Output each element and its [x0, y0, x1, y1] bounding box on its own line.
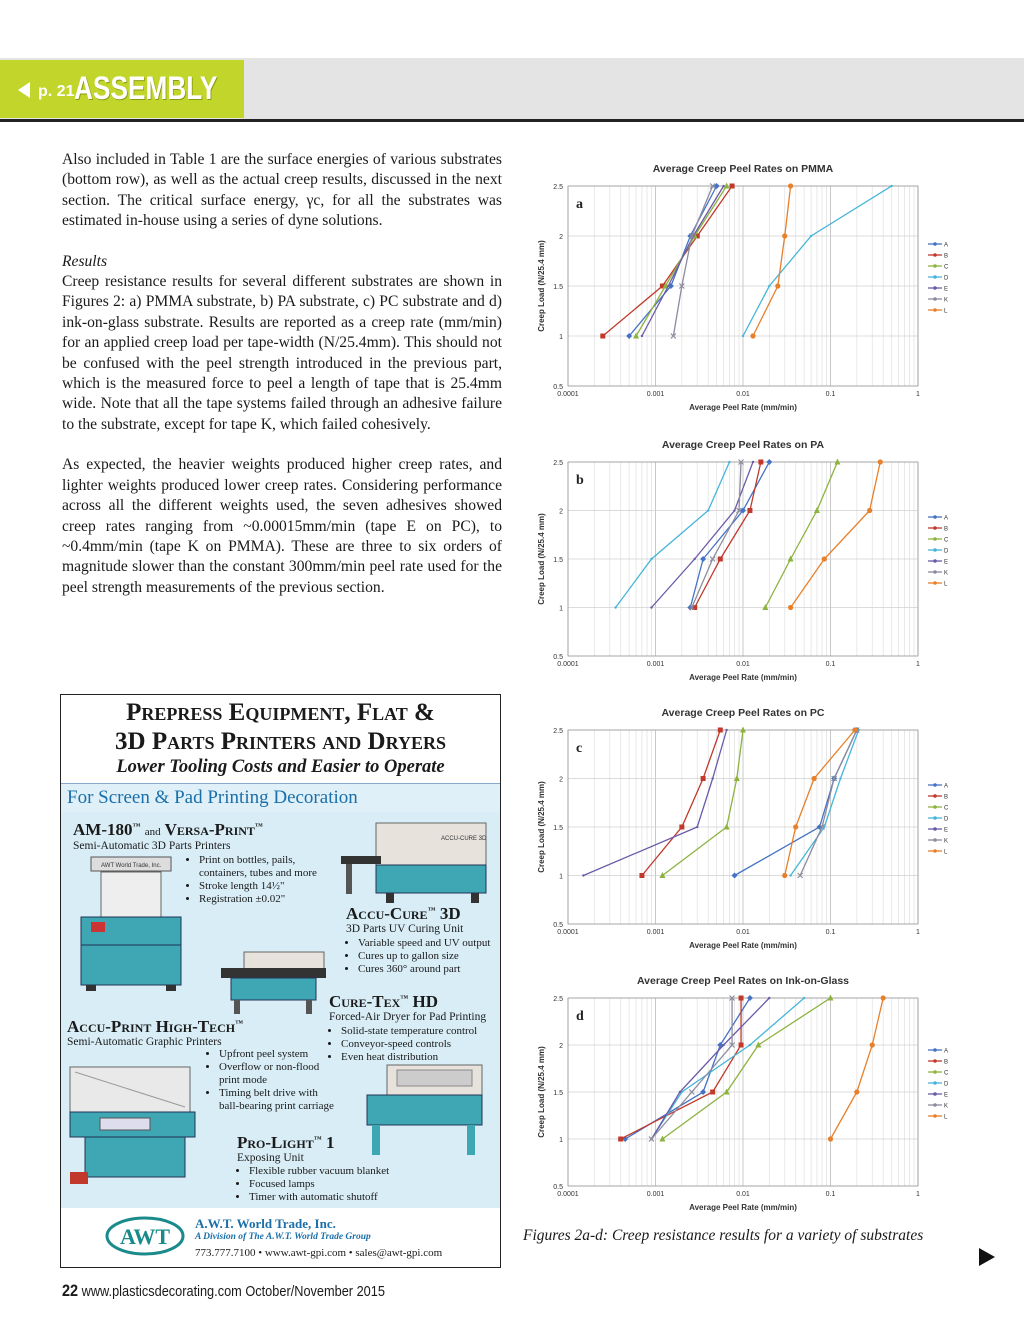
data-point-B — [718, 728, 723, 733]
data-point-A — [766, 459, 772, 465]
paragraph-3: As expected, the heavier weights produced higher creep rates, and lighter weights produced lower creep rates. Considering performance across all the different weights used, the seven adhesives showed creep rates ranging from ~0.00015mm/min (tape E on PC), to ~0.4mm/min (tape K on PMMA). These are three to six orders of magnitude slower than the constant 300mm/min peel rate used for the peel strength measurements of the previous section. — [62, 456, 502, 596]
y-tick-label: 2 — [559, 508, 563, 516]
legend-label-K: K — [944, 570, 949, 577]
curetex-features: • Solid-state temperature control • Conveyor-speed controls • Even heat distribution — [329, 1025, 501, 1064]
curetex-title: Cure-Tex™ HD — [329, 992, 439, 1011]
next-page-arrow-icon[interactable] — [979, 1248, 995, 1266]
am180-title: AM-180™ and Versa-Print™ — [73, 820, 263, 839]
y-tick-label: 1.5 — [553, 1090, 563, 1097]
legend-marker-A — [933, 783, 937, 787]
chart-pmma — [534, 158, 954, 420]
ad-title-line-1: Prepress Equipment, Flat & — [126, 699, 435, 726]
x-tick-label: 0.0001 — [557, 1191, 579, 1198]
legend-marker-L — [933, 308, 937, 312]
data-point-D — [650, 558, 652, 560]
chart-title: Average Creep Peel Rates on PC — [661, 707, 825, 719]
data-point-E — [641, 335, 643, 337]
y-axis-label: Creep Load (N/25.4 mm) — [537, 781, 546, 873]
awt-logo — [105, 1216, 185, 1256]
footer-issue: October/November 2015 — [245, 1283, 385, 1300]
y-tick-label: 2 — [559, 1043, 563, 1050]
chart-ink-on-glass — [534, 970, 954, 1220]
data-point-D — [789, 874, 791, 876]
data-point-L — [878, 459, 883, 464]
data-point-E — [752, 461, 754, 463]
legend-marker-K — [933, 838, 937, 842]
previous-page-ref[interactable]: p. 21 — [38, 83, 75, 100]
legend-label-A: A — [944, 515, 949, 522]
y-tick-label: 2.5 — [553, 996, 563, 1003]
y-tick-label: 1 — [559, 605, 563, 613]
data-point-E — [768, 997, 770, 999]
legend-marker-B — [933, 794, 937, 798]
y-tick-label: 0.5 — [553, 654, 563, 661]
x-axis-label: Average Peel Rate (mm/min) — [689, 1203, 797, 1212]
legend-label-B: B — [944, 794, 949, 801]
legend-label-K: K — [944, 1103, 949, 1110]
ad-footer — [61, 1208, 500, 1268]
y-tick-label: 1.5 — [553, 825, 563, 832]
chart-panel-letter: a — [576, 197, 583, 212]
y-tick-label: 1 — [559, 1137, 563, 1144]
data-point-L — [782, 873, 787, 878]
data-point-L — [822, 556, 827, 561]
chart-panel-letter: c — [576, 741, 583, 756]
footer-site[interactable]: www.plasticsdecorating.com — [81, 1283, 242, 1300]
am180-machine-image — [71, 852, 189, 992]
series-line-E — [583, 730, 726, 876]
data-point-L — [782, 233, 787, 238]
x-tick-label: 0.001 — [646, 929, 665, 936]
prolight-machine-image — [357, 1060, 487, 1160]
chart-title: Average Creep Peel Rates on PA — [661, 439, 825, 451]
data-point-B — [701, 776, 706, 781]
legend-label-A: A — [944, 1048, 949, 1055]
legend-label-B: B — [944, 1059, 949, 1066]
data-point-C — [724, 824, 730, 830]
prolight-features: • Flexible rubber vacuum blanket • Focused lamps • Timer with automatic shutoff — [237, 1165, 489, 1204]
back-arrow-icon[interactable] — [18, 82, 30, 98]
paragraph-2: Creep resistance results for several different substrates are shown in Figures 2: a) PMMA substrate, b) PA substrate, c) PC substrate and d) ink-on-glass substrate. Results are reported as a creep rate (mm/min) for an applied creep load per tape-width (N/25.4mm). This should not be confused with the peel strength introduced in the previous part, which is the measured force to peel a length of tape that is 25.4mm wide. Note that all the tape systems failed through an adhesive failure to the substrate, except for tape K, which failed cohesively. — [62, 273, 502, 433]
ad-product-panel — [61, 812, 500, 1208]
ad-title-line-2: 3D Parts Printers and Dryers — [115, 728, 446, 755]
data-point-L — [881, 995, 886, 1000]
legend-label-E: E — [944, 1092, 949, 1099]
x-tick-label: 1 — [916, 1191, 920, 1198]
y-tick-label: 0.5 — [553, 1184, 563, 1191]
data-point-D — [614, 606, 616, 608]
legend-label-L: L — [944, 308, 948, 315]
accuprint-machine-image — [65, 1062, 205, 1187]
data-point-E — [711, 777, 713, 779]
legend-marker-D — [933, 275, 937, 279]
legend-marker-E — [933, 559, 937, 563]
company-name: A.W.T. World Trade, Inc. — [195, 1216, 336, 1231]
data-point-B — [679, 825, 684, 830]
data-point-L — [788, 183, 793, 188]
chart-panel-letter: d — [576, 1009, 584, 1024]
page-number: 22 — [62, 1281, 79, 1300]
data-point-E — [722, 185, 724, 187]
svg-text:AWT: AWT — [119, 1224, 171, 1249]
data-point-B — [747, 508, 752, 513]
legend-marker-E — [933, 286, 937, 290]
chart-pa — [534, 434, 954, 690]
series-line-B — [621, 998, 741, 1139]
article-column — [62, 150, 502, 598]
chart-pc — [534, 702, 954, 958]
data-point-E — [733, 509, 735, 511]
data-point-C — [659, 872, 665, 878]
data-point-B — [600, 334, 605, 339]
data-point-B — [718, 557, 723, 562]
x-tick-label: 0.01 — [736, 391, 750, 398]
legend-marker-K — [933, 570, 937, 574]
x-tick-label: 0.001 — [646, 391, 665, 398]
data-point-D — [803, 997, 805, 999]
data-point-L — [854, 1089, 859, 1094]
legend-label-L: L — [944, 581, 948, 588]
x-tick-label: 0.0001 — [557, 929, 579, 936]
series-line-C — [662, 998, 830, 1139]
data-point-E — [667, 285, 669, 287]
legend-marker-C — [933, 805, 937, 809]
data-point-B — [618, 1137, 623, 1142]
y-tick-label: 1 — [559, 334, 563, 341]
series-line-D — [651, 998, 804, 1139]
ad-for-text: For Screen & Pad Printing Decoration — [67, 787, 358, 808]
legend-label-C: C — [944, 264, 949, 271]
data-point-L — [788, 605, 793, 610]
data-point-B — [710, 1090, 715, 1095]
data-point-B — [730, 184, 735, 189]
x-tick-label: 1 — [916, 929, 920, 936]
legend-marker-D — [933, 548, 937, 552]
accucure-desc: 3D Parts UV Curing Unit — [346, 923, 464, 935]
data-point-C — [828, 995, 834, 1001]
legend-label-E: E — [944, 559, 949, 566]
ad-for-banner — [61, 783, 500, 812]
data-point-D — [707, 509, 709, 511]
y-tick-label: 1 — [559, 873, 563, 881]
legend-label-K: K — [944, 838, 949, 845]
data-point-D — [749, 1044, 751, 1046]
y-tick-label: 2.5 — [553, 728, 563, 735]
data-point-L — [812, 776, 817, 781]
data-point-L — [870, 1042, 875, 1047]
legend-marker-A — [933, 515, 937, 519]
data-point-E — [582, 874, 584, 876]
data-point-E — [679, 1091, 681, 1093]
y-tick-label: 0.5 — [553, 384, 563, 391]
data-point-C — [834, 459, 840, 465]
y-tick-label: 2 — [559, 234, 563, 241]
legend-marker-E — [933, 827, 937, 831]
data-point-D — [810, 235, 812, 237]
header-rule — [0, 119, 1024, 122]
data-point-C — [659, 1136, 665, 1142]
legend-label-A: A — [944, 783, 949, 790]
x-tick-label: 1 — [916, 661, 920, 668]
data-point-C — [755, 1042, 761, 1048]
series-line-D — [616, 462, 730, 608]
legend-marker-C — [933, 537, 937, 541]
series-line-C — [662, 730, 743, 876]
series-line-D — [791, 730, 859, 876]
legend-marker-E — [933, 1092, 937, 1096]
paragraph-1: Also included in Table 1 are the surface energies of various substrates (bottom row), as well as the actual creep results, discussed in the next section. The critical surface energy, γc, for all the substrates was estimated in-house using a series of dyne solutions. — [62, 151, 502, 230]
section-title: ASSEMBLY — [74, 70, 218, 106]
curetex-machine-image — [216, 948, 328, 1018]
legend-label-C: C — [944, 805, 949, 812]
legend-label-E: E — [944, 286, 949, 293]
y-tick-label: 0.5 — [553, 922, 563, 929]
legend-label-D: D — [944, 548, 949, 555]
x-tick-label: 0.0001 — [557, 391, 579, 398]
legend-marker-K — [933, 1103, 937, 1107]
data-point-E — [693, 558, 695, 560]
company-division: A Division of The A.W.T. World Trade Group — [195, 1232, 371, 1242]
x-tick-label: 0.0001 — [557, 661, 579, 668]
legend-label-K: K — [944, 297, 949, 304]
legend-marker-C — [933, 264, 937, 268]
y-tick-label: 2.5 — [553, 460, 563, 467]
legend-label-D: D — [944, 275, 949, 282]
data-point-L — [867, 508, 872, 513]
data-point-L — [793, 824, 798, 829]
legend-label-B: B — [944, 253, 949, 260]
data-point-L — [828, 1136, 833, 1141]
data-point-D — [728, 461, 730, 463]
curetex-desc: Forced-Air Dryer for Pad Printing — [329, 1011, 487, 1023]
company-contact[interactable]: 773.777.7100 • www.awt-gpi.com • sales@awt-gpi.com — [195, 1247, 443, 1259]
svg-text:ACCU-CURE 3D: ACCU-CURE 3D — [441, 836, 487, 842]
accuprint-title: Accu-Print High-Tech™ — [67, 1017, 244, 1036]
legend-marker-A — [933, 1048, 937, 1052]
legend-marker-B — [933, 253, 937, 257]
y-tick-label: 1.5 — [553, 284, 563, 291]
x-axis-label: Average Peel Rate (mm/min) — [689, 673, 797, 682]
series-line-E — [651, 462, 752, 608]
y-tick-label: 2.5 — [553, 184, 563, 191]
series-line-A — [625, 998, 750, 1139]
ad-subtitle: Lower Tooling Costs and Easier to Operate — [116, 757, 445, 777]
x-tick-label: 0.01 — [736, 929, 750, 936]
legend-label-L: L — [944, 849, 948, 856]
x-tick-label: 0.01 — [736, 661, 750, 668]
chart-panel-letter: b — [576, 473, 584, 488]
legend-marker-L — [933, 581, 937, 585]
data-point-A — [700, 1089, 706, 1095]
legend-label-B: B — [944, 526, 949, 533]
legend-label-D: D — [944, 1081, 949, 1088]
y-axis-label: Creep Load (N/25.4 mm) — [537, 1046, 546, 1138]
data-point-A — [732, 873, 738, 879]
data-point-B — [739, 996, 744, 1001]
accucure-title: Accu-Cure™ 3D — [346, 904, 461, 923]
prolight-desc: Exposing Unit — [237, 1152, 304, 1164]
series-line-E — [642, 186, 724, 336]
legend-label-C: C — [944, 1070, 949, 1077]
x-tick-label: 0.001 — [646, 1191, 665, 1198]
legend-marker-C — [933, 1070, 937, 1074]
awt-advertisement[interactable] — [60, 694, 501, 1268]
y-axis-label: Creep Load (N/25.4 mm) — [537, 513, 546, 605]
y-tick-label: 1.5 — [553, 557, 563, 564]
legend-marker-L — [933, 1114, 937, 1118]
data-point-E — [650, 606, 652, 608]
legend-marker-B — [933, 526, 937, 530]
x-tick-label: 0.001 — [646, 661, 665, 668]
am180-desc: Semi-Automatic 3D Parts Printers — [73, 840, 231, 852]
data-point-D — [890, 185, 892, 187]
data-point-E — [696, 826, 698, 828]
data-point-D — [768, 285, 770, 287]
legend-marker-D — [933, 816, 937, 820]
x-tick-label: 0.1 — [825, 661, 836, 668]
data-point-L — [775, 283, 780, 288]
x-tick-label: 0.01 — [736, 1191, 750, 1198]
chart-title: Average Creep Peel Rates on PMMA — [652, 163, 834, 175]
data-point-C — [740, 727, 746, 733]
data-point-E — [722, 1044, 724, 1046]
legend-marker-L — [933, 849, 937, 853]
series-line-B — [695, 462, 761, 608]
legend-label-E: E — [944, 827, 949, 834]
legend-label-L: L — [944, 1114, 948, 1121]
series-line-L — [785, 730, 855, 876]
y-tick-label: 2 — [559, 776, 563, 784]
accucure-features: • Variable speed and UV output • Cures up to gallon size • Cures 360° around part — [346, 937, 501, 976]
data-point-D — [839, 777, 841, 779]
svg-text:AWT World Trade, Inc.: AWT World Trade, Inc. — [101, 863, 162, 869]
series-line-K — [800, 730, 857, 876]
data-point-L — [750, 333, 755, 338]
data-point-A — [747, 995, 753, 1001]
accuprint-features: • Upfront peel system • Overflow or non-flood print mode • Timing belt drive with ball-bearing print carriage — [207, 1048, 339, 1113]
x-axis-label: Average Peel Rate (mm/min) — [689, 941, 797, 950]
page-footer — [62, 1281, 385, 1301]
accuprint-desc: Semi-Automatic Graphic Printers — [67, 1036, 222, 1048]
data-point-D — [742, 335, 744, 337]
data-point-L — [852, 727, 857, 732]
legend-marker-D — [933, 1081, 937, 1085]
results-heading: Results — [62, 252, 108, 270]
data-point-C — [814, 507, 820, 513]
x-tick-label: 1 — [916, 391, 920, 398]
data-point-B — [758, 460, 763, 465]
legend-label-D: D — [944, 816, 949, 823]
am180-features: • Print on bottles, pails, containers, tubes and more • Stroke length 14½" • Registration ±0.02" — [187, 854, 329, 906]
legend-label-A: A — [944, 242, 949, 249]
data-point-B — [739, 1043, 744, 1048]
x-tick-label: 0.1 — [825, 1191, 836, 1198]
accucure-machine-image — [336, 818, 496, 908]
x-axis-label: Average Peel Rate (mm/min) — [689, 403, 797, 412]
prolight-title: Pro-Light™ 1 — [237, 1133, 335, 1152]
figure-caption: Figures 2a-d: Creep resistance results for a variety of substrates — [523, 1227, 924, 1244]
chart-title: Average Creep Peel Rates on Ink-on-Glass — [636, 975, 850, 987]
x-tick-label: 0.1 — [825, 391, 836, 398]
legend-marker-K — [933, 297, 937, 301]
legend-marker-A — [933, 242, 937, 246]
legend-marker-B — [933, 1059, 937, 1063]
legend-label-C: C — [944, 537, 949, 544]
data-point-E — [725, 729, 727, 731]
data-point-C — [762, 604, 768, 610]
y-axis-label: Creep Load (N/25.4 mm) — [537, 240, 546, 332]
x-tick-label: 0.1 — [825, 929, 836, 936]
data-point-B — [639, 873, 644, 878]
